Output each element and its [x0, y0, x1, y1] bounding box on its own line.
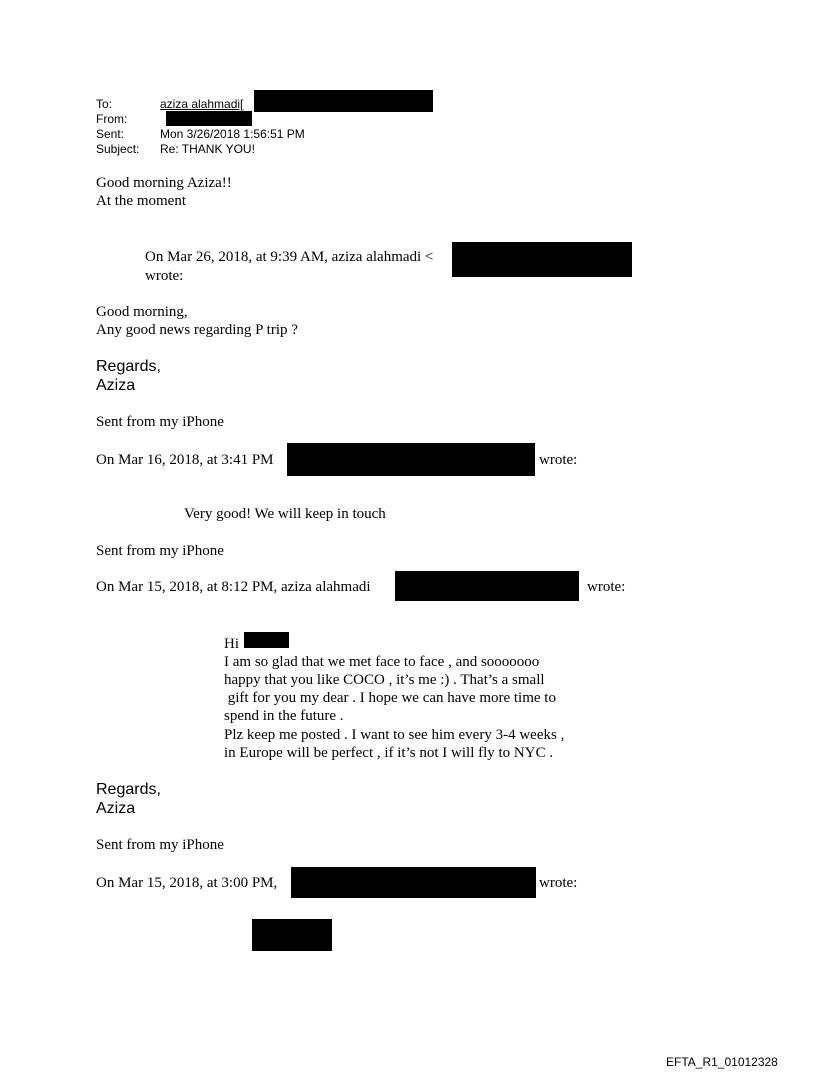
quote3-body-line: happy that you like COCO , it’s me :) . That’s a small [224, 672, 545, 688]
quote2-attribution-before: On Mar 16, 2018, at 3:41 PM [96, 452, 274, 468]
quote2-sent-from: Sent from my iPhone [96, 543, 224, 559]
quote3-body-line: I am so glad that we met face to face , and sooooooo [224, 654, 540, 670]
to-label: To: [96, 97, 113, 111]
redaction-from-address [166, 111, 252, 126]
redaction-to-address [254, 90, 433, 112]
quote1-attribution-line-1: On Mar 26, 2018, at 9:39 AM, aziza alahmadi < [145, 249, 434, 265]
from-label: From: [96, 112, 128, 126]
redaction-quote2-sender [287, 443, 535, 476]
reply-line-2: At the moment [96, 193, 186, 209]
quote1-attribution-line-2: wrote: [145, 268, 184, 284]
quote4-attribution-after: wrote: [539, 875, 578, 891]
quote3-attribution-after: wrote: [587, 579, 626, 595]
quote3-body-line: in Europe will be perfect , if it’s not I will fly to NYC . [224, 745, 554, 761]
quote3-greeting: Hi [224, 636, 239, 652]
quote3-body-line: spend in the future . [224, 708, 344, 724]
quote1-body-line-1: Good morning, [96, 304, 188, 320]
redaction-quote1-email [452, 242, 632, 277]
quote3-attribution-before: On Mar 15, 2018, at 8:12 PM, aziza alahmadi [96, 579, 371, 595]
subject-label: Subject: [96, 142, 140, 156]
quote3-body-line: Plz keep me posted . I want to see him every 3-4 weeks , [224, 727, 565, 743]
redaction-quote3-recipient-name [244, 632, 289, 648]
redaction-quote4-body [252, 919, 332, 951]
sent-value: Mon 3/26/2018 1:56:51 PM [160, 127, 305, 141]
quote3-regards: Regards, [96, 781, 161, 798]
subject-value: Re: THANK YOU! [160, 142, 255, 156]
quote1-body-line-2: Any good news regarding P trip ? [96, 322, 298, 338]
quote4-attribution-before: On Mar 15, 2018, at 3:00 PM, [96, 875, 278, 891]
document-id: EFTA_R1_01012328 [666, 1055, 778, 1069]
reply-line-1: Good morning Aziza!! [96, 175, 232, 191]
quote2-attribution-after: wrote: [539, 452, 578, 468]
redaction-quote3-email [395, 571, 579, 601]
quote1-signature-name: Aziza [96, 377, 136, 394]
quote1-regards: Regards, [96, 358, 161, 375]
quote3-body-line: gift for you my dear . I hope we can have more time to [224, 690, 556, 706]
redaction-quote4-sender [291, 867, 536, 898]
quote2-body: Very good! We will keep in touch [184, 506, 386, 522]
sent-label: Sent: [96, 127, 125, 141]
quote3-signature-name: Aziza [96, 800, 136, 817]
quote1-sent-from: Sent from my iPhone [96, 414, 224, 430]
to-value: aziza alahmadi[ [160, 97, 244, 111]
quote3-sent-from: Sent from my iPhone [96, 837, 224, 853]
